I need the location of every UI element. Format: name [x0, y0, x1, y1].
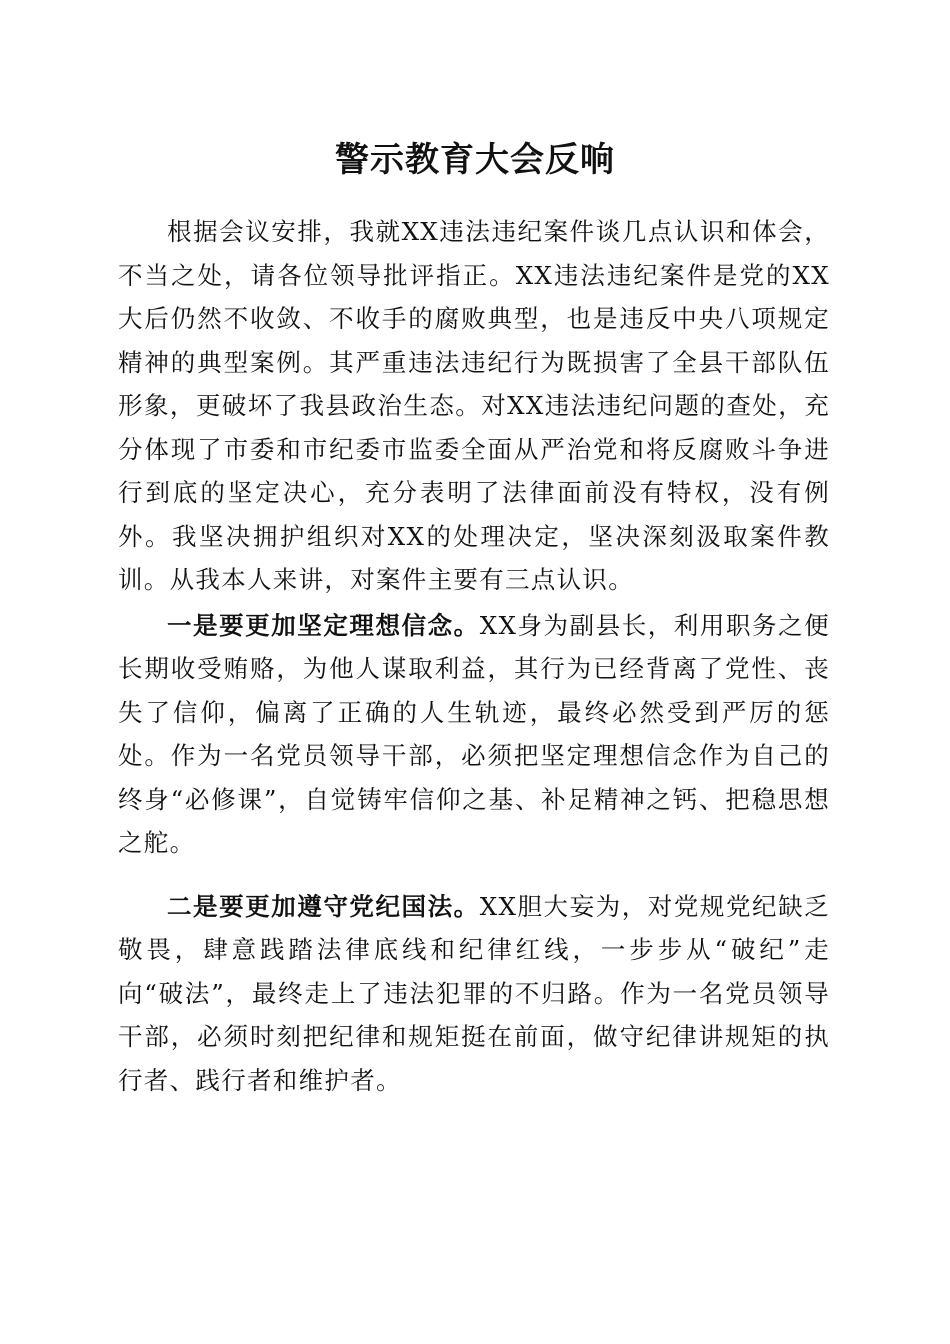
paragraph-intro: [118, 210, 830, 602]
paragraph-lead: 二是要更加遵守党纪国法。: [167, 891, 480, 921]
paragraph-text: XX身为副县长，利用职务之便长期收受贿赂，为他人谋取利益，其行为已经背离了党性、丧失了信仰，偏离了正确的人生轨迹，最终必然受到严厉的惩处。作为一名党员领导干部，必须把坚定理想信念作为自己的终身“必修课”，自觉铸牢信仰之基、补足精神之钙、把稳思想之舵。: [118, 610, 830, 857]
document-title: 警示教育大会反响: [335, 140, 615, 180]
paragraph-point-two: [118, 885, 830, 1103]
paragraph-point-one: [118, 604, 830, 865]
paragraph-text: XX胆大妄为，对党规党纪缺乏敬畏，肆意践踏法律底线和纪律红线，一步步从“破纪”走向“破法”，最终走上了违法犯罪的不归路。作为一名党员领导干部，必须时刻把纪律和规矩挺在前面，做守纪律讲规矩的执行者、践行者和维护者。: [118, 891, 830, 1095]
paragraph-text: 根据会议安排，我就XX违法违纪案件谈几点认识和体会，不当之处，请各位领导批评指正。XX违法违纪案件是党的XX大后仍然不收敛、不收手的腐败典型，也是违反中央八项规定精神的典型案例。其严重违法违纪行为既损害了全县干部队伍形象，更破坏了我县政治生态。对XX违法违纪问题的查处，充分体现了市委和市纪委市监委全面从严治党和将反腐败斗争进行到底的坚定决心，充分表明了法律面前没有特权，没有例外。我坚决拥护组织对XX的处理决定，坚决深刻汲取案件教训。从我本人来讲，对案件主要有三点认识。: [118, 217, 830, 594]
document-body: [118, 210, 830, 1102]
paragraph-lead: 一是要更加坚定理想信念。: [167, 610, 480, 640]
